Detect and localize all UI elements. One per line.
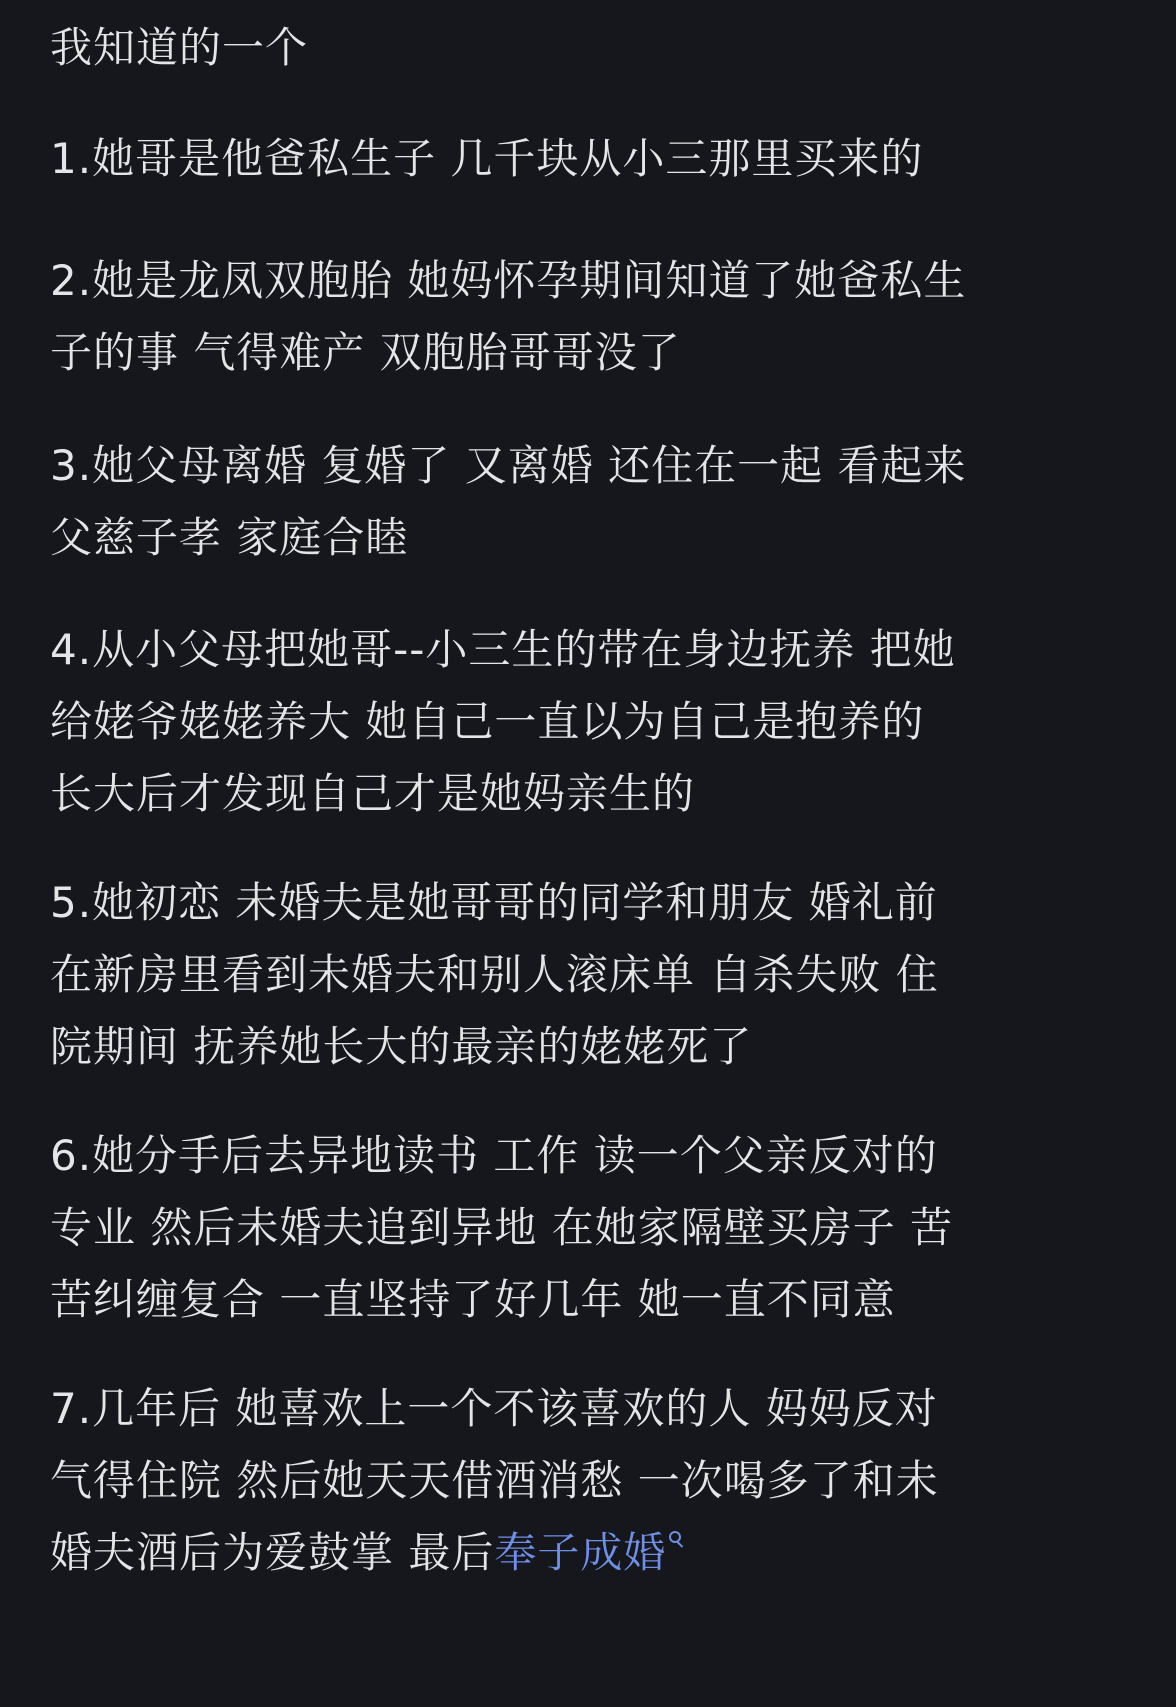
item-line: 气得住院 然后她天天借酒消愁 一次喝多了和未 (50, 1456, 939, 1505)
item-line: 1.她哥是他爸私生子 几千块从小三那里买来的 (50, 134, 924, 183)
item-line: 给姥爷姥姥养大 她自己一直以为自己是抱养的 (50, 697, 925, 746)
list-item (50, 1120, 1140, 1336)
item-line: 5.她初恋 未婚夫是她哥哥的同学和朋友 婚礼前 (50, 878, 938, 927)
item-line: 专业 然后未婚夫追到异地 在她家隔壁买房子 苦 (50, 1203, 954, 1252)
item-line: 院期间 抚养她长大的最亲的姥姥死了 (50, 1022, 753, 1071)
item-line: 7.几年后 她喜欢上一个不该喜欢的人 妈妈反对 (50, 1384, 938, 1433)
item-line-last (50, 1517, 1140, 1589)
item-line: 3.她父母离婚 复婚了 又离婚 还住在一起 看起来 (50, 441, 967, 490)
item-line: 父慈子孝 家庭合睦 (50, 513, 409, 562)
list-item (50, 430, 1140, 574)
list-item (50, 867, 1140, 1083)
item-line: 2.她是龙凤双胞胎 她妈怀孕期间知道了她爸私生 (50, 256, 967, 305)
list-item (50, 1373, 1140, 1589)
search-link[interactable] (494, 1528, 684, 1577)
list-item (50, 614, 1140, 830)
item-line: 苦纠缠复合 一直坚持了好几年 她一直不同意 (50, 1275, 896, 1324)
item-line: 4.从小父母把她哥--小三生的带在身边抚养 把她 (50, 625, 956, 674)
post-intro: 我知道的一个 (50, 23, 309, 72)
list-item (50, 245, 1140, 389)
item-line-text: 婚夫酒后为爱鼓掌 最后 (50, 1528, 495, 1577)
list-item (50, 123, 1140, 195)
item-line: 在新房里看到未婚夫和别人滚床单 自杀失败 住 (50, 950, 939, 999)
item-line: 6.她分手后去异地读书 工作 读一个父亲反对的 (50, 1131, 938, 1180)
search-link-label: 奉子成婚 (494, 1528, 667, 1577)
item-line: 子的事 气得难产 双胞胎哥哥没了 (50, 328, 681, 377)
item-line: 长大后才发现自己才是她妈亲生的 (50, 769, 696, 818)
search-icon (668, 1531, 684, 1553)
